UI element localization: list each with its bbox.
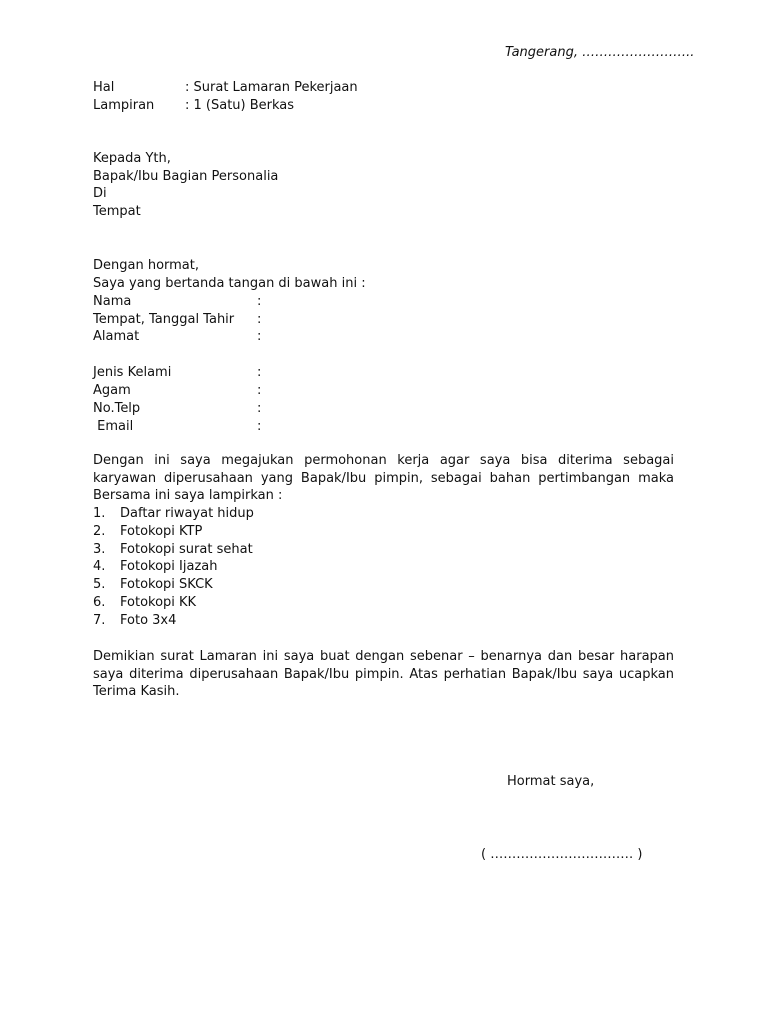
list-number: 7.	[93, 612, 106, 628]
subject-value: : Surat Lamaran Pekerjaan	[185, 80, 358, 95]
list-text: Fotokopi SKCK	[120, 577, 213, 593]
greeting: Dengan hormat,	[93, 258, 200, 273]
recipient-line: Bapak/Ibu Bagian Personalia	[93, 168, 279, 184]
list-number: 6.	[93, 594, 106, 610]
intro-line: Saya yang bertanda tangan di bawah ini :	[93, 276, 366, 291]
list-text: Foto 3x4	[120, 612, 177, 628]
field-colon: :	[257, 329, 262, 344]
body-paragraph: Dengan ini saya megajukan permohonan kerja agar saya bisa diterima sebagai karyawan diperusahaan yang Bapak/Ibu pimpin, sebagai bahan pertimbangan maka Bersama ini saya lampirkan :	[93, 453, 674, 503]
field-colon: :	[257, 383, 262, 398]
field-label: Tempat, Tanggal Tahir	[93, 312, 235, 327]
field-colon: :	[257, 312, 262, 327]
field-label: Email	[93, 419, 134, 434]
list-number: 2.	[93, 523, 106, 539]
recipient-line: Tempat	[93, 203, 141, 219]
list-number: 3.	[93, 541, 106, 557]
field-colon: :	[257, 294, 262, 309]
attachment-label: Lampiran	[93, 98, 155, 113]
list-number: 1.	[93, 506, 106, 521]
field-label: Jenis Kelami	[93, 365, 172, 380]
recipient-block	[93, 150, 278, 220]
attachment-value: : 1 (Satu) Berkas	[185, 98, 295, 113]
field-colon: :	[257, 419, 262, 434]
field-label: No.Telp	[93, 401, 141, 416]
recipient-line: Kepada Yth,	[93, 151, 171, 166]
closing-salutation: Hormat saya,	[507, 774, 595, 789]
list-text: Fotokopi KTP	[120, 523, 203, 539]
subject-label: Hal	[93, 80, 115, 95]
opening-block	[93, 257, 366, 293]
list-number: 5.	[93, 577, 106, 593]
list-text: Fotokopi KK	[120, 594, 197, 610]
list-number: 4.	[93, 559, 106, 575]
field-colon: :	[257, 401, 262, 416]
field-label: Alamat	[93, 329, 140, 344]
recipient-line: Di	[93, 186, 107, 201]
closing-paragraph: Demikian surat Lamaran ini saya buat dengan sebenar – benarnya dan besar harapan saya diterima diperusahaan Bapak/Ibu pimpin. Atas perhatian Bapak/Ibu saya ucapkan Terima Kasih.	[93, 649, 674, 699]
signature-line: ( …………………………… )	[481, 847, 643, 862]
field-label: Nama	[93, 294, 132, 309]
list-text: Daftar riwayat hidup	[120, 506, 254, 521]
field-label: Agam	[93, 383, 131, 398]
place-date: Tangerang, ……………………..	[505, 45, 695, 60]
list-text: Fotokopi surat sehat	[120, 541, 253, 557]
list-text: Fotokopi Ijazah	[120, 559, 218, 575]
field-colon: :	[257, 365, 262, 380]
